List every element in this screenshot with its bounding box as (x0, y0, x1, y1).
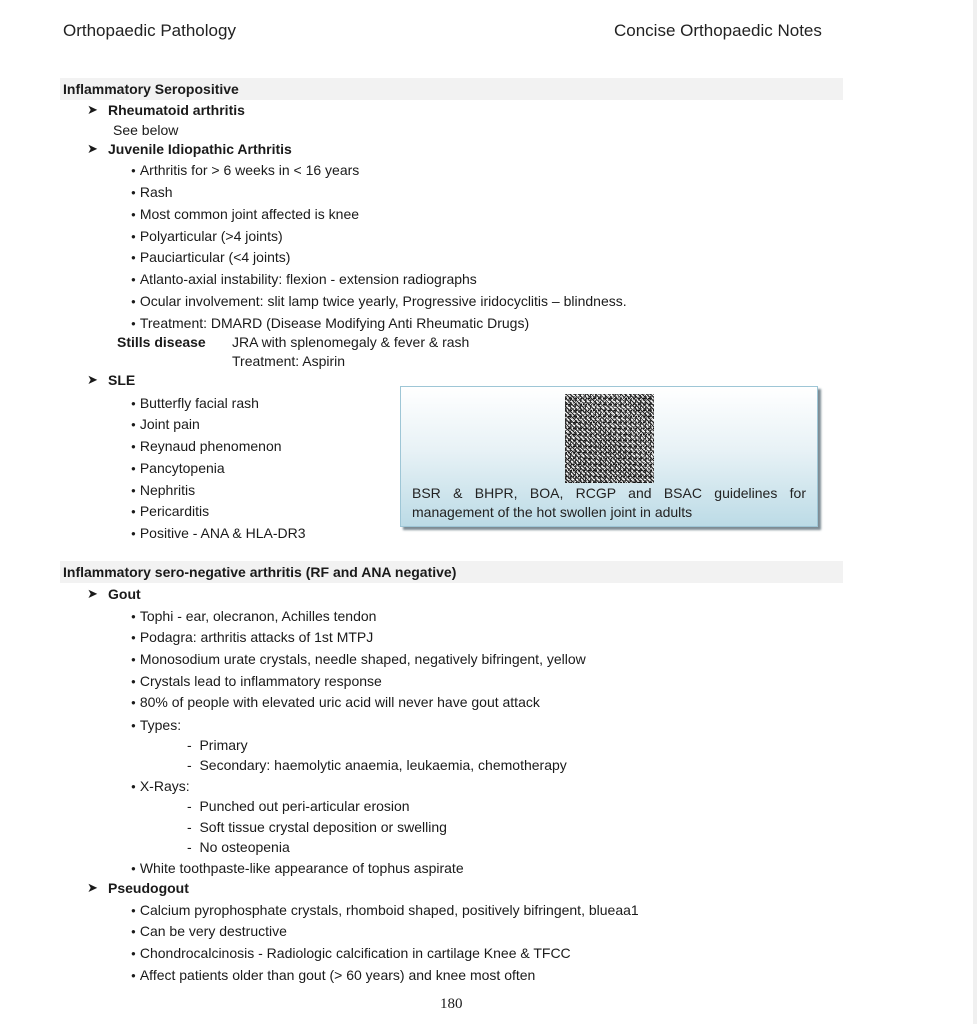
list-item: ● Pericarditis (131, 502, 209, 523)
qr-code-icon[interactable] (565, 394, 654, 483)
list-item: ● Affect patients older than gout (> 60 years) and knee most often (131, 966, 535, 987)
list-item: ● Arthritis for > 6 weeks in < 16 years (131, 161, 359, 182)
section-heading: Inflammatory Seropositive (60, 78, 843, 100)
topic-heading: Pseudogout (108, 880, 189, 896)
guidelines-callout (400, 386, 818, 527)
list-item: ● Atlanto-axial instability: flexion - extension radiographs (131, 270, 477, 291)
list-item: ● Chondrocalcinosis - Radiologic calcification in cartilage Knee & TFCC (131, 944, 571, 965)
list-item: ● Treatment: DMARD (Disease Modifying Anti Rheumatic Drugs) (131, 314, 529, 335)
sub-list-item: - No osteopenia (187, 839, 290, 855)
list-item: ● Nephritis (131, 481, 195, 502)
page-number: 180 (440, 996, 463, 1012)
arrow-bullet-icon: ➤ (87, 880, 98, 895)
topic-heading: Gout (108, 586, 141, 602)
list-item: ● Can be very destructive (131, 922, 287, 943)
topic-heading: Juvenile Idiopathic Arthritis (108, 141, 292, 157)
list-item: ● White toothpaste-like appearance of tophus aspirate (131, 859, 464, 880)
sub-list-item: - Punched out peri-articular erosion (187, 798, 410, 814)
sub-list-item: - Primary (187, 737, 248, 753)
section-heading: Inflammatory sero-negative arthritis (RF and ANA negative) (60, 561, 843, 583)
running-header-left: Orthopaedic Pathology (63, 21, 236, 40)
list-item: ● Most common joint affected is knee (131, 205, 359, 226)
sub-list-item: - Secondary: haemolytic anaemia, leukaemia, chemotherapy (187, 757, 567, 773)
list-item: ● X-Rays: (131, 777, 190, 798)
stills-line: Treatment: Aspirin (232, 353, 346, 369)
list-item: ● Polyarticular (>4 joints) (131, 227, 283, 248)
list-item: ● Types: (131, 716, 181, 737)
arrow-bullet-icon: ➤ (87, 586, 98, 601)
list-item: ● Podagra: arthritis attacks of 1st MTPJ (131, 628, 373, 649)
topic-note: See below (113, 122, 179, 138)
list-item: ● 80% of people with elevated uric acid will never have gout attack (131, 693, 540, 714)
running-header-right: Concise Orthopaedic Notes (614, 21, 822, 40)
list-item: ● Positive - ANA & HLA-DR3 (131, 524, 306, 545)
stills-label: Stills disease (117, 334, 206, 350)
list-item: ● Butterfly facial rash (131, 394, 259, 415)
list-item: ● Rash (131, 183, 173, 204)
stills-line: JRA with splenomegaly & fever & rash (232, 334, 470, 350)
list-item: ● Reynaud phenomenon (131, 437, 282, 458)
topic-heading: Rheumatoid arthritis (108, 102, 245, 118)
arrow-bullet-icon: ➤ (87, 102, 98, 117)
list-item: ● Tophi - ear, olecranon, Achilles tendon (131, 607, 376, 628)
topic-heading: SLE (108, 372, 136, 388)
list-item: ● Calcium pyrophosphate crystals, rhomboid shaped, positively bifringent, blueaa1 (131, 901, 639, 922)
list-item: ● Joint pain (131, 415, 200, 436)
arrow-bullet-icon: ➤ (87, 372, 98, 387)
list-item: ● Pauciarticular (<4 joints) (131, 248, 290, 269)
sub-list-item: - Soft tissue crystal deposition or swelling (187, 819, 447, 835)
page-edge (973, 0, 977, 1024)
arrow-bullet-icon: ➤ (87, 141, 98, 156)
list-item: ● Ocular involvement: slit lamp twice yearly, Progressive iridocyclitis – blindness. (131, 292, 627, 313)
list-item: ● Pancytopenia (131, 459, 225, 480)
callout-caption: BSR & BHPR, BOA, RCGP and BSAC guidelines for management of the hot swollen joint in adults (412, 485, 806, 520)
list-item: ● Monosodium urate crystals, needle shaped, negatively bifringent, yellow (131, 650, 586, 671)
list-item: ● Crystals lead to inflammatory response (131, 672, 382, 693)
